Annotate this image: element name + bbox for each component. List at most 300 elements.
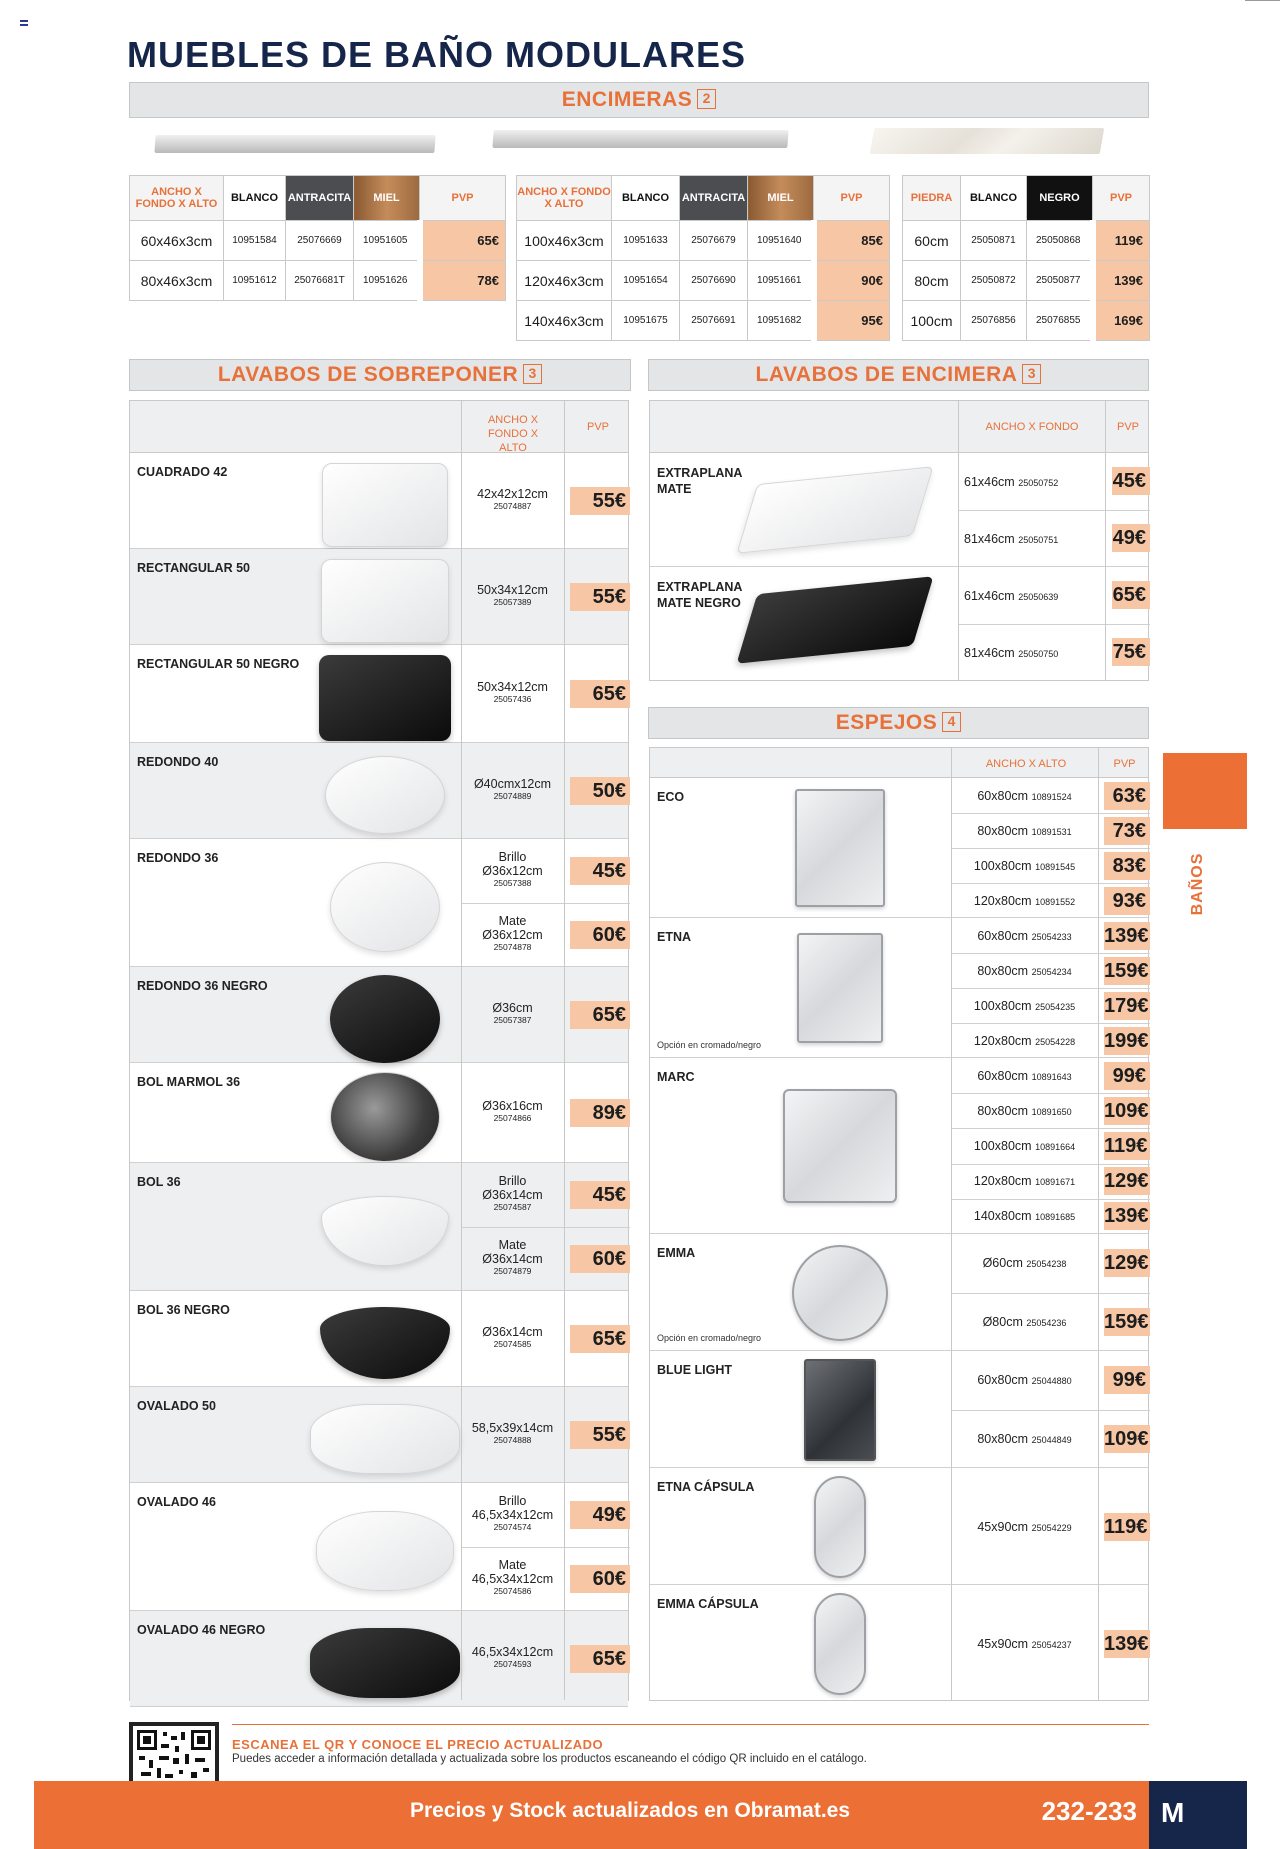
product-code: 25074593 bbox=[493, 1659, 532, 1669]
finish: Mate bbox=[498, 1238, 527, 1252]
price: 139€ bbox=[1104, 1202, 1150, 1230]
dimension: 120x80cm bbox=[973, 1174, 1032, 1189]
table-row bbox=[650, 1351, 1148, 1468]
product-code: 25074866 bbox=[493, 1113, 532, 1123]
product-code: 25074888 bbox=[493, 1435, 532, 1445]
price: 78€ bbox=[420, 261, 506, 301]
product-code: 25074878 bbox=[493, 942, 532, 952]
variant-dimensions bbox=[461, 777, 564, 802]
mirror-image bbox=[795, 789, 885, 907]
table-row bbox=[130, 1483, 628, 1611]
variant-dimensions bbox=[964, 532, 1058, 547]
table-row bbox=[903, 221, 1150, 261]
dimension: 120x46x3cm bbox=[517, 261, 612, 301]
dimension: 80x80cm bbox=[977, 1103, 1029, 1118]
variant-dimensions bbox=[461, 1001, 564, 1026]
page-numbers: 232-233 bbox=[1041, 1796, 1137, 1826]
variant-dimensions bbox=[951, 999, 1098, 1014]
corner-mark bbox=[20, 20, 28, 26]
table-row bbox=[517, 301, 890, 341]
price: 50€ bbox=[570, 777, 630, 805]
product-code: 10891664 bbox=[1035, 1142, 1076, 1152]
variant-dimensions bbox=[461, 1558, 564, 1597]
product-code: 10951640 bbox=[748, 221, 814, 261]
table-row bbox=[130, 1063, 628, 1163]
dimension: Ø60cm bbox=[982, 1256, 1023, 1271]
col-header: NEGRO bbox=[1027, 176, 1093, 221]
product-code: 25074585 bbox=[493, 1339, 532, 1349]
product-code: 10951682 bbox=[748, 301, 814, 341]
dimension: 42x42x12cm bbox=[477, 487, 548, 501]
table-row bbox=[903, 261, 1150, 301]
col-header: ANCHO X FONDO X ALTO bbox=[517, 176, 612, 221]
col-header: ANTRACITA bbox=[286, 176, 354, 221]
sink-image bbox=[330, 1072, 440, 1162]
price: 73€ bbox=[1104, 817, 1150, 845]
price: 83€ bbox=[1104, 852, 1150, 880]
dimension: 81x46cm bbox=[964, 532, 1015, 546]
product-code: 10951675 bbox=[612, 301, 680, 341]
product-code: 10951626 bbox=[354, 261, 420, 301]
table-row bbox=[650, 1585, 1148, 1702]
col-header: PVP bbox=[1093, 176, 1150, 221]
variant-dimensions bbox=[964, 589, 1058, 604]
sink-image bbox=[330, 975, 440, 1063]
product-code: 25054236 bbox=[1026, 1317, 1067, 1328]
product-code: 25054238 bbox=[1026, 1259, 1067, 1270]
price: 109€ bbox=[1104, 1097, 1150, 1125]
section-band-encimeras bbox=[129, 82, 1149, 118]
sink-image bbox=[321, 559, 449, 643]
price: 45€ bbox=[570, 857, 630, 885]
price: 65€ bbox=[570, 680, 630, 708]
product-code: 10891650 bbox=[1031, 1106, 1072, 1117]
variant-dimensions bbox=[964, 475, 1058, 490]
dimension: 140x46x3cm bbox=[517, 301, 612, 341]
table-row bbox=[130, 453, 628, 549]
price: 139€ bbox=[1093, 261, 1150, 301]
dimension: 80x80cm bbox=[977, 963, 1029, 978]
product-code: 25057436 bbox=[493, 694, 532, 704]
product-name: REDONDO 40 bbox=[137, 755, 219, 769]
dimension: 100x80cm bbox=[973, 998, 1032, 1013]
product-note: Opción en cromado/negro bbox=[657, 1040, 762, 1050]
variant-dimensions bbox=[951, 1104, 1098, 1119]
footer-text: Precios y Stock actualizados en Obramat.es bbox=[410, 1799, 851, 1822]
dimension: 100x80cm bbox=[973, 1139, 1032, 1153]
price: 75€ bbox=[1112, 638, 1150, 666]
variant-dimensions bbox=[951, 1209, 1098, 1224]
section-band-encimera bbox=[648, 359, 1149, 391]
dimension: Ø80cm bbox=[982, 1314, 1023, 1329]
product-code: 25054235 bbox=[1035, 1001, 1076, 1012]
dimension: 60cm bbox=[903, 221, 961, 261]
dimension: 46,5x34x12cm bbox=[471, 1572, 554, 1586]
variant-dimensions bbox=[461, 487, 564, 512]
price: 65€ bbox=[570, 1001, 630, 1029]
variant-dimensions bbox=[461, 1494, 564, 1533]
table-row bbox=[650, 1468, 1148, 1585]
product-code: 10951612 bbox=[224, 261, 286, 301]
table-row bbox=[130, 645, 628, 743]
mirror-image bbox=[783, 1089, 897, 1203]
page-title: MUEBLES DE BAÑO MODULARES bbox=[127, 34, 747, 75]
product-code: 10891671 bbox=[1035, 1177, 1076, 1188]
product-code: 25050871 bbox=[961, 221, 1027, 261]
product-code: 10951633 bbox=[612, 221, 680, 261]
product-code: 25054233 bbox=[1031, 931, 1072, 942]
dimension: 120x80cm bbox=[973, 893, 1032, 908]
product-code: 25050752 bbox=[1018, 478, 1059, 488]
product-code: 25050751 bbox=[1018, 535, 1059, 545]
product-code: 10891552 bbox=[1035, 896, 1076, 907]
col-header: PVP bbox=[420, 176, 506, 221]
qr-text: Puedes acceder a información detallada y actualizada sobre los productos escaneando el código QR incluido en el catálogo. bbox=[232, 1753, 867, 1765]
table-row bbox=[650, 918, 1148, 1058]
dimension: 60x80cm bbox=[977, 928, 1029, 943]
sub-divider bbox=[951, 813, 1150, 814]
col-header: PIEDRA bbox=[903, 176, 961, 221]
side-tab-label: BAÑOS bbox=[1189, 852, 1206, 916]
product-code: 25057387 bbox=[493, 1015, 532, 1025]
col-divider bbox=[1098, 748, 1099, 1700]
col-header-pvp: PVP bbox=[1113, 758, 1136, 770]
sobreponer-table bbox=[129, 400, 629, 1701]
table-row bbox=[130, 743, 628, 839]
dimension: 61x46cm bbox=[964, 589, 1015, 603]
product-code: 25044849 bbox=[1031, 1434, 1072, 1445]
finish: Brillo bbox=[498, 850, 527, 864]
product-code: 25074887 bbox=[493, 501, 532, 511]
variant-dimensions bbox=[951, 1373, 1098, 1388]
price: 60€ bbox=[570, 1245, 630, 1273]
mirror-image bbox=[792, 1245, 888, 1341]
dimension: 80x80cm bbox=[977, 1431, 1029, 1446]
dimension: 46,5x34x12cm bbox=[471, 1645, 554, 1659]
variant-dimensions bbox=[951, 789, 1098, 804]
product-name: BOL 36 bbox=[137, 1175, 181, 1189]
price: 179€ bbox=[1104, 992, 1150, 1020]
col-header: BLANCO bbox=[224, 176, 286, 221]
table-header bbox=[650, 748, 1148, 778]
dimension: Ø40cmx12cm bbox=[473, 777, 552, 791]
col-header: ANTRACITA bbox=[680, 176, 748, 221]
variant-dimensions bbox=[951, 1069, 1098, 1084]
table-row bbox=[130, 1387, 628, 1483]
col-divider bbox=[564, 401, 565, 1700]
encimeras-table-2 bbox=[516, 175, 890, 341]
variant-dimensions bbox=[951, 894, 1098, 909]
finish: Brillo bbox=[498, 1174, 527, 1188]
product-name: RECTANGULAR 50 NEGRO bbox=[137, 657, 300, 671]
product-name: BOL 36 NEGRO bbox=[137, 1303, 230, 1317]
table-row bbox=[130, 839, 628, 967]
price: 119€ bbox=[1104, 1132, 1150, 1160]
countertop-image-2 bbox=[492, 130, 788, 148]
dimension: 120x80cm bbox=[973, 1033, 1032, 1048]
price: 65€ bbox=[420, 221, 506, 261]
variant-dimensions bbox=[951, 1174, 1098, 1189]
variant-dimensions bbox=[951, 929, 1098, 944]
price: 89€ bbox=[570, 1099, 630, 1127]
dimension: 60x80cm bbox=[977, 788, 1029, 803]
dimension: 50x34x12cm bbox=[477, 583, 548, 597]
dimension: Ø36x14cm bbox=[482, 1252, 543, 1266]
dimension: 45x90cm bbox=[977, 1519, 1029, 1534]
dimension: 100cm bbox=[903, 301, 961, 341]
product-code: 25074879 bbox=[493, 1266, 532, 1276]
price: 95€ bbox=[814, 301, 890, 341]
variant-dimensions bbox=[951, 1034, 1098, 1049]
dimension: 61x46cm bbox=[964, 475, 1015, 489]
sub-divider bbox=[461, 903, 630, 904]
dimension: Ø36cm bbox=[492, 1001, 533, 1015]
sub-divider bbox=[951, 848, 1150, 849]
sub-divider bbox=[461, 1227, 630, 1228]
product-name: EXTRAPLANA MATE bbox=[657, 466, 742, 496]
price: 119€ bbox=[1093, 221, 1150, 261]
col-header-dim: ANCHO X FONDO bbox=[985, 421, 1079, 433]
sink-image bbox=[310, 1628, 460, 1698]
price: 93€ bbox=[1104, 887, 1150, 915]
table-row bbox=[130, 967, 628, 1063]
dimension: Ø36x16cm bbox=[482, 1099, 543, 1113]
product-code: 25057389 bbox=[493, 597, 532, 607]
countertop-image-1 bbox=[154, 135, 435, 153]
product-code: 25076691 bbox=[680, 301, 748, 341]
col-divider bbox=[461, 401, 462, 1700]
product-code: 25050750 bbox=[1018, 649, 1059, 659]
product-code: 10951661 bbox=[748, 261, 814, 301]
col-header: PVP bbox=[814, 176, 890, 221]
variant-dimensions bbox=[461, 680, 564, 705]
dimension: Ø36x14cm bbox=[482, 1188, 543, 1202]
product-code: 25076681T bbox=[286, 261, 354, 301]
variant-dimensions bbox=[461, 914, 564, 953]
product-code: 25057388 bbox=[493, 878, 532, 888]
encimera-table bbox=[649, 400, 1149, 681]
dimension: 46,5x34x12cm bbox=[471, 1508, 554, 1522]
section-number: 2 bbox=[697, 89, 716, 109]
section-title: LAVABOS DE ENCIMERA bbox=[755, 363, 1018, 386]
table-row bbox=[130, 549, 628, 645]
variant-dimensions bbox=[461, 1238, 564, 1277]
dimension: 58,5x39x14cm bbox=[471, 1421, 554, 1435]
product-name: EXTRAPLANA MATE NEGRO bbox=[657, 580, 742, 610]
sink-image bbox=[321, 1196, 449, 1266]
qr-title: ESCANEA EL QR Y CONOCE EL PRECIO ACTUALIZADO bbox=[232, 1737, 604, 1752]
table-row bbox=[650, 567, 1148, 681]
price: 139€ bbox=[1104, 1630, 1150, 1658]
variant-dimensions bbox=[951, 1139, 1098, 1154]
col-header: MIEL bbox=[748, 176, 814, 221]
dimension: 60x80cm bbox=[977, 1068, 1029, 1083]
mirror-image bbox=[797, 933, 883, 1043]
section-number: 3 bbox=[523, 364, 542, 384]
dimension: 60x80cm bbox=[977, 1373, 1029, 1388]
sink-image bbox=[319, 655, 451, 741]
product-name: MARC bbox=[657, 1070, 695, 1084]
table-row bbox=[903, 301, 1150, 341]
price: 49€ bbox=[1112, 524, 1150, 552]
table-row bbox=[650, 453, 1148, 567]
product-name: REDONDO 36 bbox=[137, 851, 219, 865]
countertop-image-3 bbox=[870, 128, 1105, 154]
price: 45€ bbox=[1112, 467, 1150, 495]
product-name: OVALADO 46 bbox=[137, 1495, 216, 1509]
product-name: EMMA bbox=[657, 1246, 696, 1260]
variant-dimensions bbox=[951, 1432, 1098, 1447]
product-name: ETNA bbox=[657, 930, 692, 944]
variant-dimensions bbox=[951, 964, 1098, 979]
product-code: 25054234 bbox=[1031, 966, 1072, 977]
col-header-pvp: PVP bbox=[1116, 421, 1139, 433]
price: 45€ bbox=[570, 1181, 630, 1209]
sub-divider bbox=[958, 624, 1150, 625]
price: 159€ bbox=[1104, 1308, 1150, 1336]
product-name: OVALADO 46 NEGRO bbox=[137, 1623, 266, 1637]
variant-dimensions bbox=[461, 1174, 564, 1213]
section-number: 4 bbox=[942, 712, 961, 732]
table-row bbox=[130, 1291, 628, 1387]
sub-divider bbox=[958, 510, 1150, 511]
section-band-sobreponer bbox=[129, 359, 631, 391]
product-name: EMMA CÁPSULA bbox=[657, 1597, 759, 1611]
variant-dimensions bbox=[461, 1421, 564, 1446]
product-code: 10951605 bbox=[354, 221, 420, 261]
price: 129€ bbox=[1104, 1249, 1150, 1277]
variant-dimensions bbox=[461, 850, 564, 889]
mirror-image bbox=[804, 1359, 876, 1461]
product-name: BOL MARMOL 36 bbox=[137, 1075, 241, 1089]
qr-divider-line bbox=[232, 1724, 1149, 1725]
col-header: BLANCO bbox=[612, 176, 680, 221]
price: 65€ bbox=[570, 1645, 630, 1673]
variant-dimensions bbox=[951, 1520, 1098, 1535]
product-name: REDONDO 36 NEGRO bbox=[137, 979, 268, 993]
table-row bbox=[130, 1163, 628, 1291]
variant-dimensions bbox=[951, 1637, 1098, 1652]
product-name: ETNA CÁPSULA bbox=[657, 1480, 755, 1494]
dimension: Ø36x14cm bbox=[482, 1325, 543, 1339]
price: 85€ bbox=[814, 221, 890, 261]
col-divider bbox=[1105, 401, 1106, 680]
product-name: OVALADO 50 bbox=[137, 1399, 216, 1413]
sink-image bbox=[325, 756, 445, 834]
table-header bbox=[130, 401, 628, 453]
product-code: 25076679 bbox=[680, 221, 748, 261]
price: 99€ bbox=[1104, 1366, 1150, 1394]
sub-divider bbox=[461, 1547, 630, 1548]
product-code: 25054237 bbox=[1031, 1639, 1072, 1650]
sink-image bbox=[310, 1404, 460, 1474]
price: 159€ bbox=[1104, 957, 1150, 985]
corner-line bbox=[1245, 0, 1280, 1]
col-divider bbox=[951, 748, 952, 1700]
variant-dimensions bbox=[461, 1099, 564, 1124]
product-name: ECO bbox=[657, 790, 685, 804]
col-header-pvp: PVP bbox=[586, 421, 609, 433]
price: 109€ bbox=[1104, 1425, 1150, 1453]
price: 199€ bbox=[1104, 1027, 1150, 1055]
dimension: 80cm bbox=[903, 261, 961, 301]
price: 129€ bbox=[1104, 1167, 1150, 1195]
product-code: 25054228 bbox=[1035, 1036, 1076, 1047]
price: 90€ bbox=[814, 261, 890, 301]
brand-logo: M bbox=[1161, 1797, 1185, 1828]
variant-dimensions bbox=[461, 583, 564, 608]
product-name: CUADRADO 42 bbox=[137, 465, 228, 479]
product-code: 10891524 bbox=[1031, 791, 1072, 802]
price: 65€ bbox=[1112, 581, 1150, 609]
price: 60€ bbox=[570, 921, 630, 949]
product-code: 25050877 bbox=[1027, 261, 1093, 301]
sub-divider bbox=[951, 1093, 1150, 1094]
price: 99€ bbox=[1104, 1062, 1150, 1090]
dimension: 80x46x3cm bbox=[130, 261, 224, 301]
dimension: 60x46x3cm bbox=[130, 221, 224, 261]
product-name: BLUE LIGHT bbox=[657, 1363, 732, 1377]
sub-divider bbox=[951, 1410, 1150, 1411]
table-row bbox=[130, 221, 506, 261]
table-row bbox=[517, 261, 890, 301]
col-header: BLANCO bbox=[961, 176, 1027, 221]
dimension: 50x34x12cm bbox=[477, 680, 548, 694]
price: 139€ bbox=[1104, 922, 1150, 950]
product-code: 25054229 bbox=[1031, 1522, 1072, 1533]
section-title: LAVABOS DE SOBREPONER bbox=[217, 363, 519, 386]
sink-image bbox=[320, 1307, 450, 1379]
finish: Mate bbox=[498, 914, 527, 928]
sub-divider bbox=[951, 988, 1150, 989]
price: 119€ bbox=[1104, 1513, 1150, 1541]
product-code: 25050872 bbox=[961, 261, 1027, 301]
section-number: 3 bbox=[1022, 364, 1041, 384]
col-divider bbox=[958, 401, 959, 680]
sink-image bbox=[316, 1511, 454, 1591]
variant-dimensions bbox=[951, 1315, 1098, 1330]
table-row bbox=[517, 221, 890, 261]
col-header-dim: ANCHO X FONDO X ALTO bbox=[487, 414, 539, 454]
finish: Brillo bbox=[498, 1494, 527, 1508]
dimension: Ø36x12cm bbox=[482, 864, 543, 878]
footer-bar bbox=[34, 1781, 1149, 1849]
product-name: RECTANGULAR 50 bbox=[137, 561, 250, 575]
table-row bbox=[650, 1234, 1148, 1351]
table-row bbox=[130, 261, 506, 301]
dimension: 80x80cm bbox=[977, 823, 1029, 838]
sub-divider bbox=[951, 953, 1150, 954]
dimension: 45x90cm bbox=[977, 1636, 1029, 1651]
product-code: 10891643 bbox=[1031, 1071, 1072, 1082]
sub-divider bbox=[951, 1023, 1150, 1024]
price: 169€ bbox=[1093, 301, 1150, 341]
product-code: 25076690 bbox=[680, 261, 748, 301]
price: 55€ bbox=[570, 487, 630, 515]
encimeras-table-1 bbox=[129, 175, 506, 301]
section-band-espejos bbox=[648, 707, 1149, 739]
dimension: 100x46x3cm bbox=[517, 221, 612, 261]
sub-divider bbox=[951, 883, 1150, 884]
variant-dimensions bbox=[951, 1256, 1098, 1271]
dimension: 140x80cm bbox=[973, 1209, 1032, 1224]
table-row bbox=[650, 778, 1148, 918]
price: 63€ bbox=[1104, 782, 1150, 810]
col-header-dim: ANCHO X ALTO bbox=[985, 758, 1067, 770]
product-code: 10951654 bbox=[612, 261, 680, 301]
variant-dimensions bbox=[964, 646, 1058, 661]
espejos-table bbox=[649, 747, 1149, 1701]
